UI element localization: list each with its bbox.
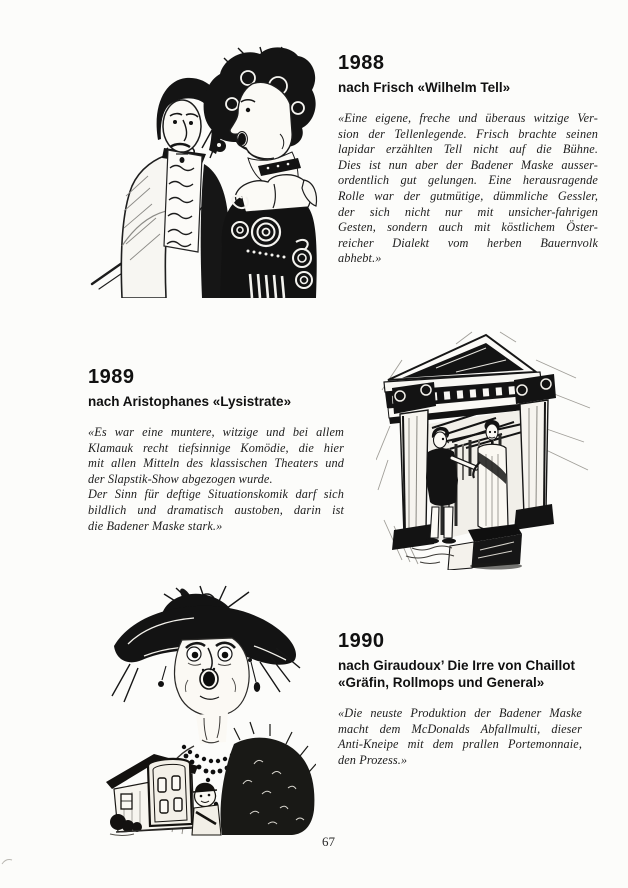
quote-line: sion der Tellenlegende. Frisch brachte seinen xyxy=(338,126,598,141)
quote-line: Rolle war der gutmütige, dümmliche Gessler, xyxy=(338,188,598,203)
subtitle-line-2: «Gräfin, Rollmops und General» xyxy=(338,675,545,690)
production-subtitle: nach Frisch «Wilhelm Tell» xyxy=(338,80,511,95)
quote-line: Gesten, sondern auch mit köstlichem Öster- xyxy=(338,220,598,235)
doll-figure xyxy=(192,783,221,835)
quote-line: die Badener Maske stark.» xyxy=(88,518,223,533)
review-quote xyxy=(338,111,598,267)
illustration-1990-countess-caricature xyxy=(104,584,316,836)
quote-line: lapidar erzählten Tell nicht auf die Bühne. xyxy=(338,142,598,157)
quote-line: bildlich und dramatisch austoben, darin ist xyxy=(88,502,344,517)
page-number: 67 xyxy=(322,834,335,849)
toy-house xyxy=(106,754,198,836)
quote-line: der sich nicht nur mit unsicher-fahrigen xyxy=(338,204,598,219)
section-1990 xyxy=(338,630,582,768)
quote-line: Dies ist nun aber der Badener Maske ausser- xyxy=(338,157,598,172)
quote-line: Klamauk recht tiefsinnige Komödie, die hier xyxy=(88,440,344,455)
temple xyxy=(384,335,556,550)
quote-line: «Es war eine muntere, witzige und bei allem xyxy=(88,425,344,439)
production-subtitle: nach Aristophanes «Lysistrate» xyxy=(88,394,292,409)
year-heading: 1988 xyxy=(338,52,385,74)
illustration-1988-singers-caricature xyxy=(52,46,320,298)
section-1988 xyxy=(338,52,598,267)
quote-line: «Die neuste Produktion der Badener Maske xyxy=(338,706,582,720)
review-quote xyxy=(338,706,582,768)
face xyxy=(175,638,250,716)
fur-shoulder xyxy=(221,722,317,835)
quote-line: ordentlich gut gelungen. Eine herausragende xyxy=(338,173,598,188)
year-heading: 1990 xyxy=(338,630,385,652)
quote-line: Der Sinn für deftige Situationskomik darf sich xyxy=(88,487,344,502)
quote-line: reicher Dialekt vom herben Bauernvolk xyxy=(338,235,598,250)
illustration-1989-greek-temple xyxy=(376,330,596,570)
section-1989 xyxy=(88,366,344,534)
production-subtitle xyxy=(338,657,582,691)
quote-line: den Prozess.» xyxy=(338,752,408,767)
quote-line: «Eine eigene, freche und überaus witzige Ver- xyxy=(338,111,598,125)
quote-line: macht dem McDonalds Abfallmulti, dieser xyxy=(338,721,582,736)
year-heading: 1989 xyxy=(88,366,135,388)
review-quote xyxy=(88,425,344,534)
quote-line: abhebt.» xyxy=(338,251,382,266)
quote-line: der Slapstik-Show abgezogen wurde. xyxy=(88,471,273,486)
scan-artifact xyxy=(0,852,22,868)
quote-line: Anti-Kneipe mit dem prallen Portemonnaie, xyxy=(338,737,582,752)
quote-line: mit allen Mitteln des klassischen Theaters und xyxy=(88,456,344,471)
subtitle-line-1: nach Giraudoux’ Die Irre von Chaillot xyxy=(338,658,576,673)
